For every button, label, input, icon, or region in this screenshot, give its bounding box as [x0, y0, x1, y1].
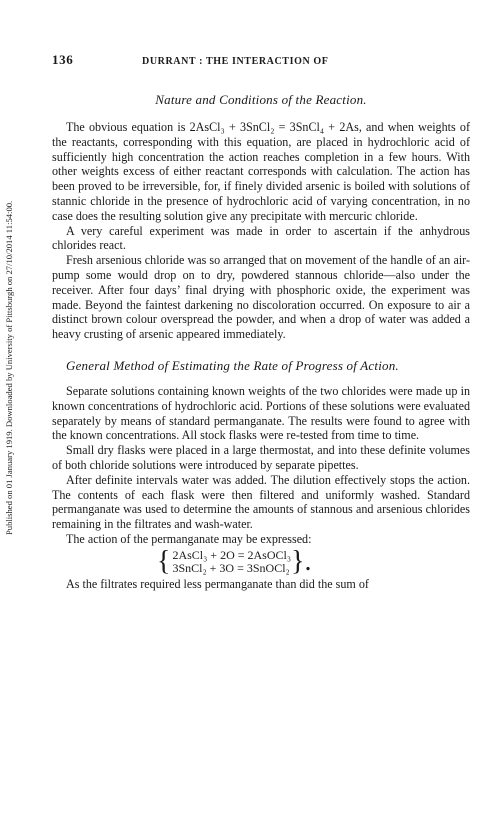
download-notice: Published on 01 January 1919. Downloaded by University of Pittsburgh on 27/10/2014 11:54:00. — [4, 200, 14, 535]
page-header — [52, 52, 470, 68]
section-heading-nature: Nature and Conditions of the Reaction. — [155, 92, 367, 107]
paragraph: The obvious equation is 2AsCl₃ + 3SnCl₂ = 3SnCl₄ + 2As, and when weights of the reactants, corresponding with this equation, are placed in hydrochloric acid of sufficiently high concentration the action reaches completion in a few hours. With other weights excess of either reactant corresponds with calculation. The action has been proved to be irreversible, for, if finely divided arsenic is boiled with solutions of stannic chloride in the presence of hydrochloric acid of varying concentration, in no case does the resulting solution give any precipitate with mercuric chloride. — [52, 120, 470, 223]
page-content — [52, 52, 470, 592]
paragraph: The action of the permanganate may be expressed: — [66, 531, 312, 546]
paragraph: Separate solutions containing known weights of the two chlorides were made up in known concentrations of hydrochloric acid. Portions of these solutions were evaluated separately by means of standard permanganate. The results were found to agree with the known concentrations. All stock flasks were re-tested from time to time. — [52, 383, 470, 443]
paragraph: A very careful experiment was made in order to ascertain if the anhydrous chlorides react. — [52, 223, 470, 253]
running-title: DURRANT : THE INTERACTION OF — [142, 56, 329, 67]
paragraph: After definite intervals water was added. The dilution effectively stops the action. The contents of each flask were then filtered and uniformly washed. Standard permanganate was used to determine the amounts of stannous and arsenious chlorides remaining in the filtrates and wash-water. — [52, 472, 470, 532]
paragraph: Fresh arsenious chloride was so arranged that on movement of the handle of an air-pump some would drop on to dry, powdered stannous chloride—also under the receiver. After four days’ final drying with phosphoric oxide, the experiment was made. Beyond the faintest darkening no discoloration occurred. On exposure to air a distinct brown colour overspread the powder, and when a drop of water was added a heavy crusting of arsenic appeared immediately. — [52, 253, 470, 342]
paragraph: As the filtrates required less permanganate than did the sum of — [66, 576, 369, 591]
equation-arsenic: 2AsCl₃ + 2O = 2AsOCl₃ — [172, 547, 292, 562]
permanganate-equations: { 2AsCl₃ + 2O = 2AsOCl₃ 3SnCl₂ + 3O = 3SnOCl₂ }. — [157, 545, 312, 577]
page-number: 136 — [52, 52, 74, 67]
paragraph: Small dry flasks were placed in a large thermostat, and into these definite volumes of both chloride solutions were introduced by separate pipettes. — [52, 443, 470, 472]
equation-tin: 3SnCl₂ + 3O = 3SnOCl₂ — [172, 560, 290, 575]
section-heading-method: General Method of Estimating the Rate of Progress of Action. — [66, 357, 399, 373]
